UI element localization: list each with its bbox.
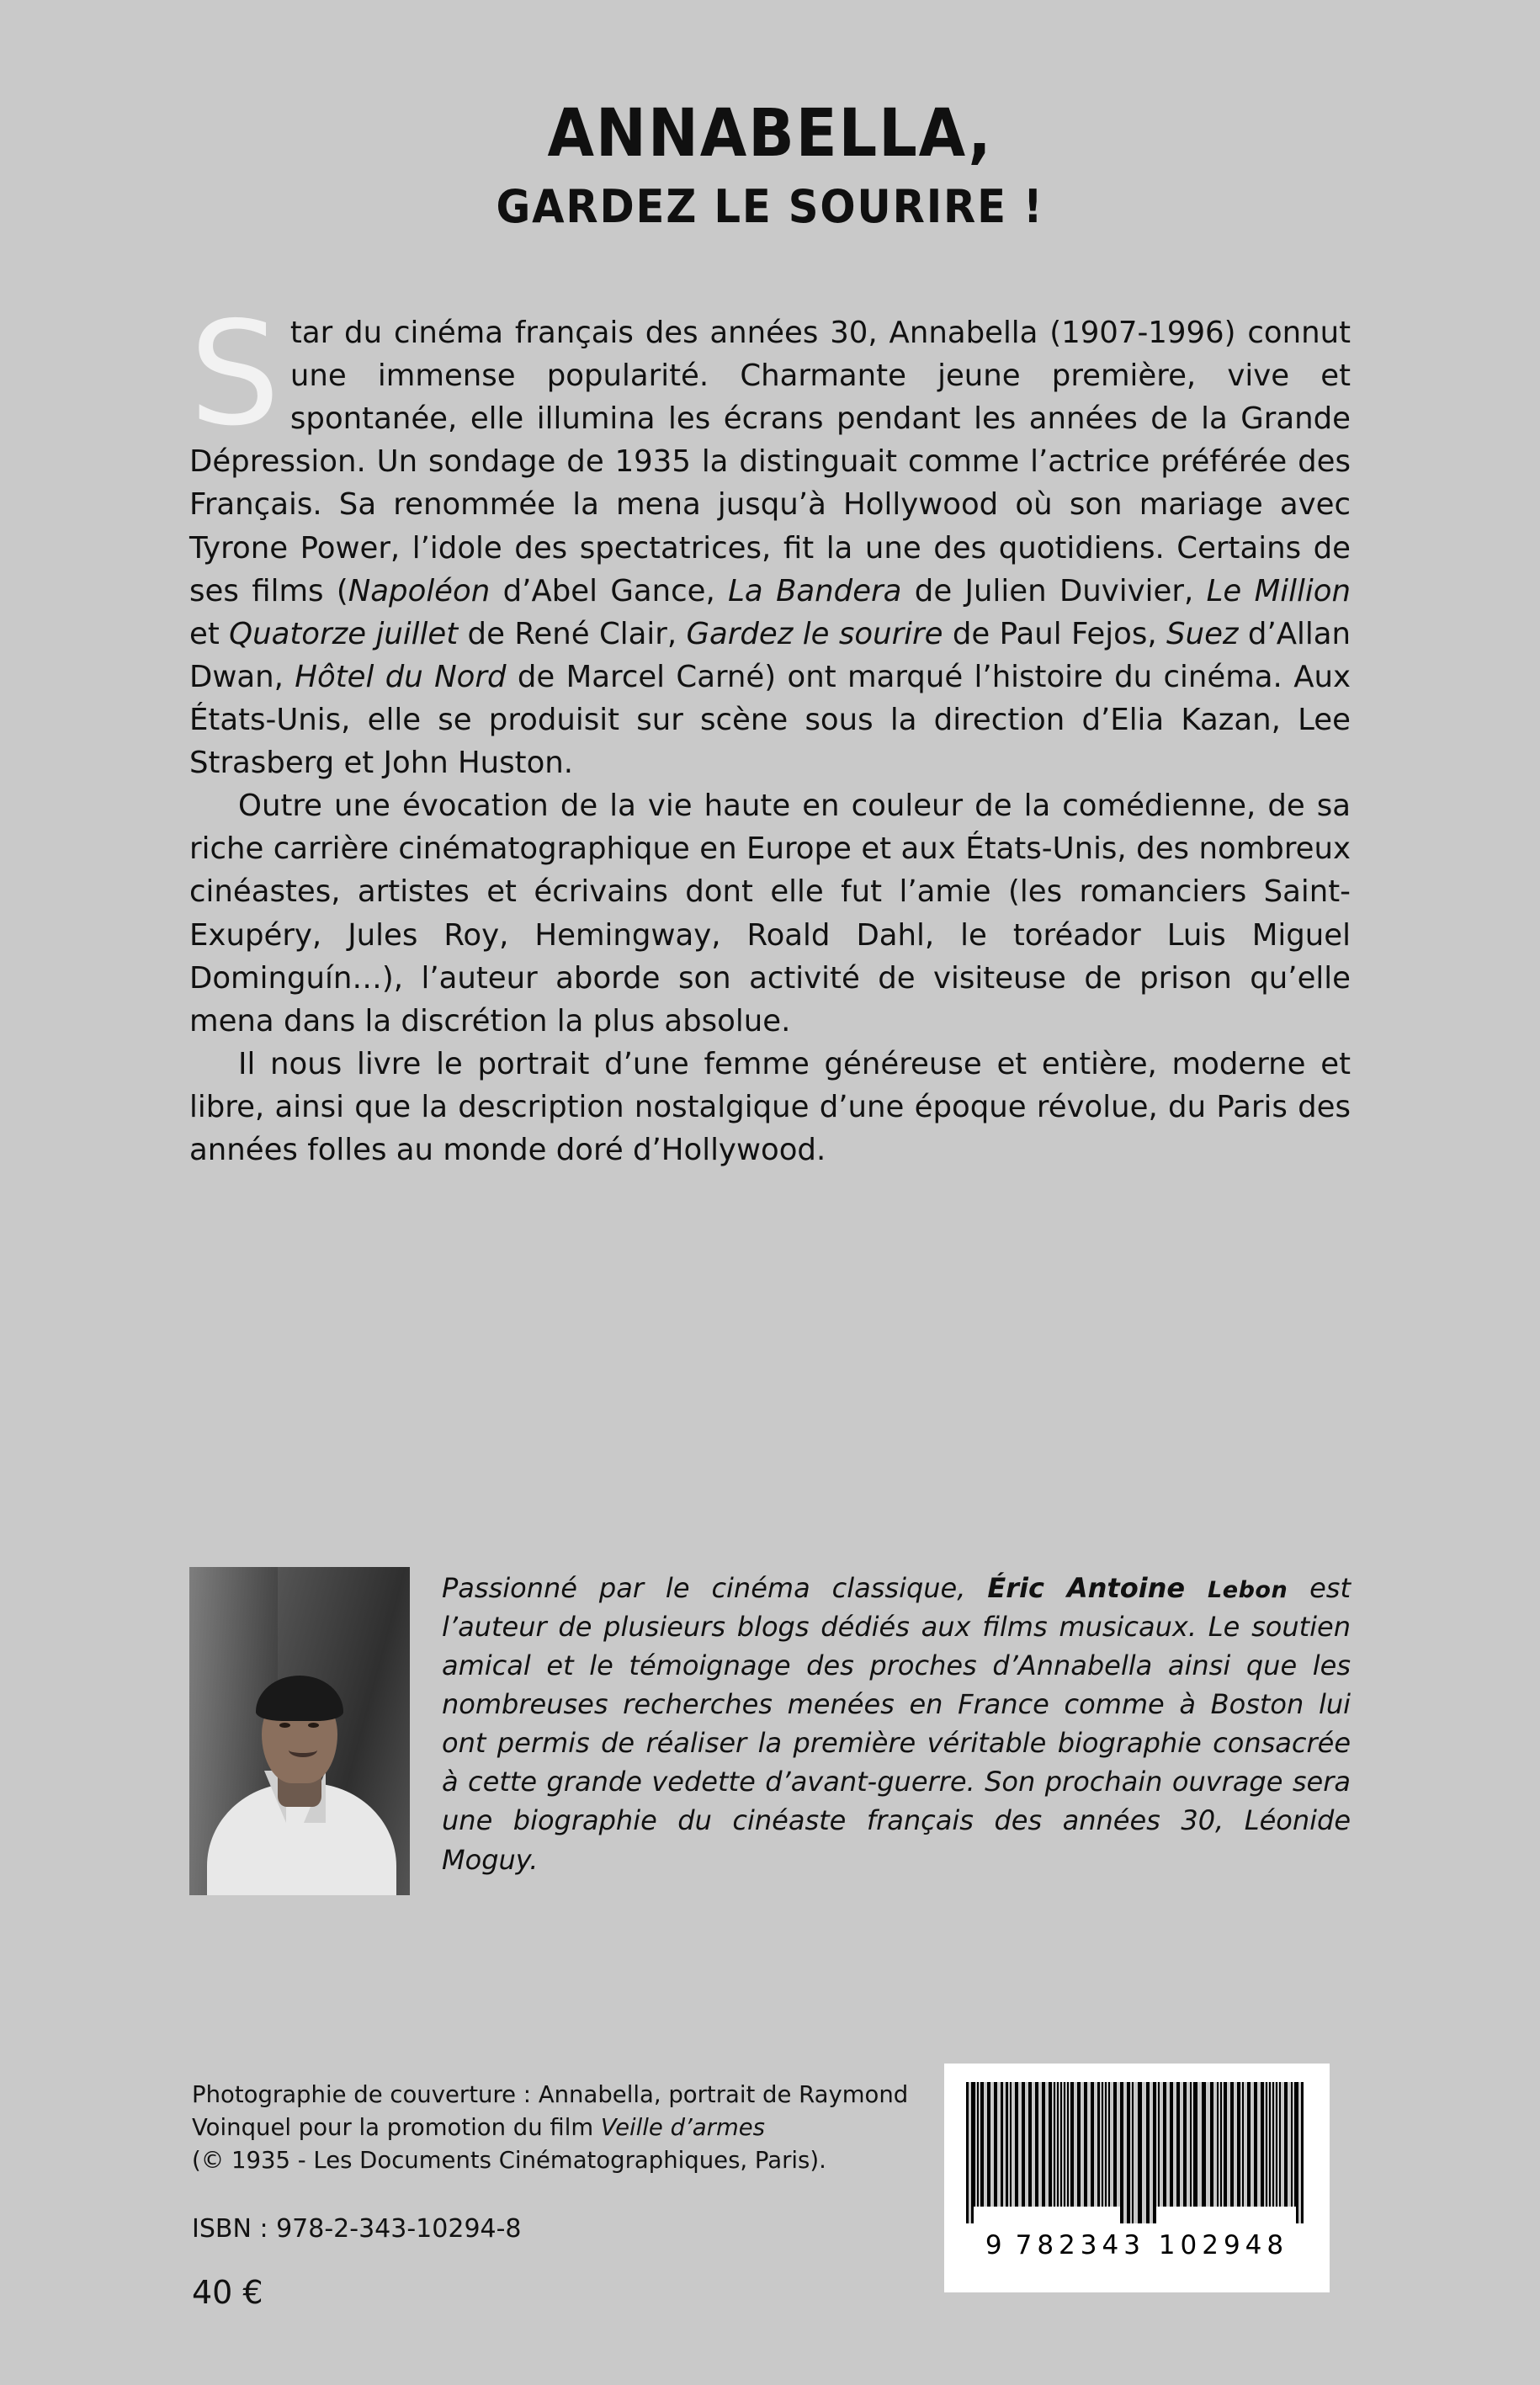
author-bio-intro: Passionné par le cinéma classique, <box>442 1572 988 1604</box>
barcode-number: 782343 102948 <box>1015 2230 1289 2260</box>
film-title-7: Hôtel du Nord <box>295 659 507 694</box>
blurb-paragraph-3: Il nous livre le portrait d’une femme généreuse et entière, moderne et libre, ainsi que la description nostalgique d’une époque révolue, du Paris des années folles au monde doré d’Hollywood. <box>189 1046 1351 1168</box>
blurb-paragraph-1 <box>189 291 1351 784</box>
blurb-p1-text: tar du cinéma français des années 30, Annabella (1907-1996) connut une immense popularité. Charmante jeune première, vive et spontanée, elle illumina les écrans pendant les années de la Grande Dépression. Un sondage de 1935 la distinguait comme l’actrice préférée des Français. Sa renommée la mena jusqu’à Hollywood où son mariage avec Tyrone Power, l’idole des spectatrices, fit la une des quotidiens. Certains de ses films ( <box>189 316 1351 608</box>
film-title-4: Quatorze juillet <box>229 616 459 651</box>
blurb-p1-sep-1: d’Abel Gance, <box>490 573 729 608</box>
blurb-p1-sep-5: de Paul Fejos, <box>943 616 1167 651</box>
author-bio <box>442 1567 1351 1879</box>
author-surname: Lebon <box>1208 1577 1288 1603</box>
blurb-p1-sep-3: et <box>189 616 230 651</box>
author-box <box>189 1567 1351 1895</box>
blurb-text <box>189 291 1351 1171</box>
blurb-p1-end: de Marcel Carné) ont marqué l’histoire du cinéma. Aux États-Unis, elle se produisit sur scène sous la direction d’Elia Kazan, Lee Strasberg et John Huston. <box>189 659 1351 781</box>
price: 40 € <box>192 2274 263 2312</box>
barcode-bars <box>966 2082 1308 2223</box>
drop-cap: S <box>189 291 280 458</box>
film-title-2: La Bandera <box>728 573 902 608</box>
page-title: ANNABELLA, <box>547 96 993 172</box>
barcode <box>944 2064 1330 2292</box>
blurb-p1-sep-2: de Julien Duvivier, <box>901 573 1207 608</box>
credit-line-1: Photographie de couverture : Annabella, portrait de Raymond <box>192 2081 909 2108</box>
title-block <box>0 96 1540 233</box>
page-subtitle: GARDEZ LE SOURIRE ! <box>496 179 1044 233</box>
author-bio-rest: est l’auteur de plusieurs blogs dédiés aux films musicaux. Le soutien amical et le témoignage des proches d’Annabella ainsi que les nombreuses recherches menées en France comme à Boston lui ont permis de réaliser la première véritable biographie consacrée à cette grande vedette d’avant-guerre. Son prochain ouvrage sera une biographie du cinéaste français des années 30, Léonide Moguy. <box>442 1572 1351 1876</box>
barcode-digits <box>966 2230 1308 2260</box>
author-portrait-photo <box>189 1567 410 1895</box>
credit-film-title: Veille d’armes <box>600 2114 765 2142</box>
blurb-p1-sep-4: de René Clair, <box>458 616 687 651</box>
isbn: ISBN : 978-2-343-10294-8 <box>192 2214 522 2244</box>
film-title-6: Suez <box>1166 616 1239 651</box>
film-title-5: Gardez le sourire <box>686 616 943 651</box>
film-title-3: Le Million <box>1206 573 1351 608</box>
blurb-p1-sep-6: d’Allan Dwan, <box>189 616 1351 694</box>
cover-photo-credit <box>192 2079 916 2177</box>
author-name: Éric Antoine <box>987 1572 1208 1604</box>
barcode-lead-digit: 9 <box>985 2230 1007 2260</box>
blurb-paragraph-2: Outre une évocation de la vie haute en couleur de la comédienne, de sa riche carrière cinématographique en Europe et aux États-Unis, des nombreux cinéastes, artistes et écrivains dont elle fut l’amie (les romanciers Saint-Exupéry, Jules Roy, Hemingway, Roald Dahl, le toréador Luis Miguel Dominguín…), l’auteur aborde son activité de visiteuse de prison qu’elle mena dans la discrétion la plus absolue. <box>189 789 1351 1038</box>
credit-line-2-before: Voinquel pour la promotion du film <box>192 2114 601 2142</box>
credit-line-3: (© 1935 - Les Documents Cinématographiques, Paris). <box>192 2147 826 2175</box>
film-title-1: Napoléon <box>348 573 491 608</box>
